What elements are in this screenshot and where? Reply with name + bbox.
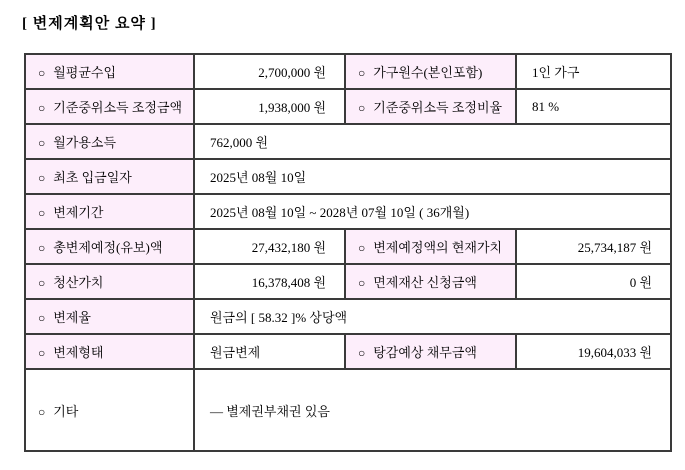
value-cell: 2,700,000 원 <box>194 54 345 89</box>
row-label: 월평균수입 <box>53 65 117 80</box>
value-cell: 원금의 [ 58.32 ]% 상당액 <box>194 299 671 334</box>
table-row-etc <box>25 369 671 451</box>
row-label: 총변제예정(유보)액 <box>53 240 163 255</box>
table-row-monthly-income <box>25 54 671 89</box>
value-cell: 81 % <box>516 89 671 124</box>
circle-bullet-icon: ○ <box>358 241 366 255</box>
label-cell <box>25 54 194 89</box>
value-cell: 2025년 08월 10일 ~ 2028년 07월 10일 ( 36개월) <box>194 194 671 229</box>
value-cell: 19,604,033 원 <box>516 334 671 369</box>
label-cell <box>345 334 516 369</box>
row-label: 기타 <box>53 403 79 419</box>
circle-bullet-icon: ○ <box>38 241 46 255</box>
value-cell: 16,378,408 원 <box>194 264 345 299</box>
circle-bullet-icon: ○ <box>38 404 46 419</box>
value-cell: 27,432,180 원 <box>194 229 345 264</box>
row-label: 기준중위소득 조정비율 <box>373 100 503 115</box>
label-cell <box>345 264 516 299</box>
value-cell: 2025년 08월 10일 <box>194 159 671 194</box>
label-cell <box>25 369 194 451</box>
label-cell <box>25 229 194 264</box>
label-cell <box>345 229 516 264</box>
circle-bullet-icon: ○ <box>38 311 46 325</box>
value-cell: 1인 가구 <box>516 54 671 89</box>
row-label: 최초 입금일자 <box>53 170 132 185</box>
row-label: 변제형태 <box>53 345 104 360</box>
label-cell <box>25 89 194 124</box>
circle-bullet-icon: ○ <box>358 66 366 80</box>
circle-bullet-icon: ○ <box>358 346 366 360</box>
row-label: 면제재산 신청금액 <box>373 275 477 290</box>
repayment-summary-table <box>24 53 672 452</box>
row-label: 청산가치 <box>53 275 104 290</box>
label-cell <box>345 54 516 89</box>
circle-bullet-icon: ○ <box>38 276 46 290</box>
table-row-repayment-rate <box>25 299 671 334</box>
value-cell: 0 원 <box>516 264 671 299</box>
label-cell <box>25 124 194 159</box>
table-row-first-deposit-date <box>25 159 671 194</box>
table-row-monthly-disposable-income <box>25 124 671 159</box>
circle-bullet-icon: ○ <box>38 171 46 185</box>
circle-bullet-icon: ○ <box>38 66 46 80</box>
row-label: 탕감예상 채무금액 <box>373 345 477 360</box>
value-cell: 25,734,187 원 <box>516 229 671 264</box>
label-cell <box>25 264 194 299</box>
row-label: 변제예정액의 현재가치 <box>373 240 503 255</box>
row-label: 월가용소득 <box>53 135 117 150</box>
value-cell: 1,938,000 원 <box>194 89 345 124</box>
circle-bullet-icon: ○ <box>38 206 46 220</box>
value-cell: 762,000 원 <box>194 124 671 159</box>
row-label: 기준중위소득 조정금액 <box>53 100 183 115</box>
circle-bullet-icon: ○ <box>358 101 366 115</box>
page-title: [ 변제계획안 요약 ] <box>22 16 157 32</box>
circle-bullet-icon: ○ <box>38 101 46 115</box>
circle-bullet-icon: ○ <box>38 136 46 150</box>
row-label: 변제율 <box>53 310 91 325</box>
circle-bullet-icon: ○ <box>358 276 366 290</box>
table-row-liquidation-value <box>25 264 671 299</box>
label-cell <box>25 159 194 194</box>
table-row-total-expected-repayment <box>25 229 671 264</box>
label-cell <box>25 299 194 334</box>
row-label: 변제기간 <box>53 205 104 220</box>
value-cell: 원금변제 <box>194 334 345 369</box>
row-label: 가구원수(본인포함) <box>373 65 483 80</box>
label-cell <box>25 194 194 229</box>
table-row-repayment-period <box>25 194 671 229</box>
circle-bullet-icon: ○ <box>38 346 46 360</box>
label-cell <box>345 89 516 124</box>
table-row-median-income-adjusted <box>25 89 671 124</box>
label-cell <box>25 334 194 369</box>
table-row-repayment-type <box>25 334 671 369</box>
value-cell: — 별제권부채권 있음 <box>194 369 671 451</box>
